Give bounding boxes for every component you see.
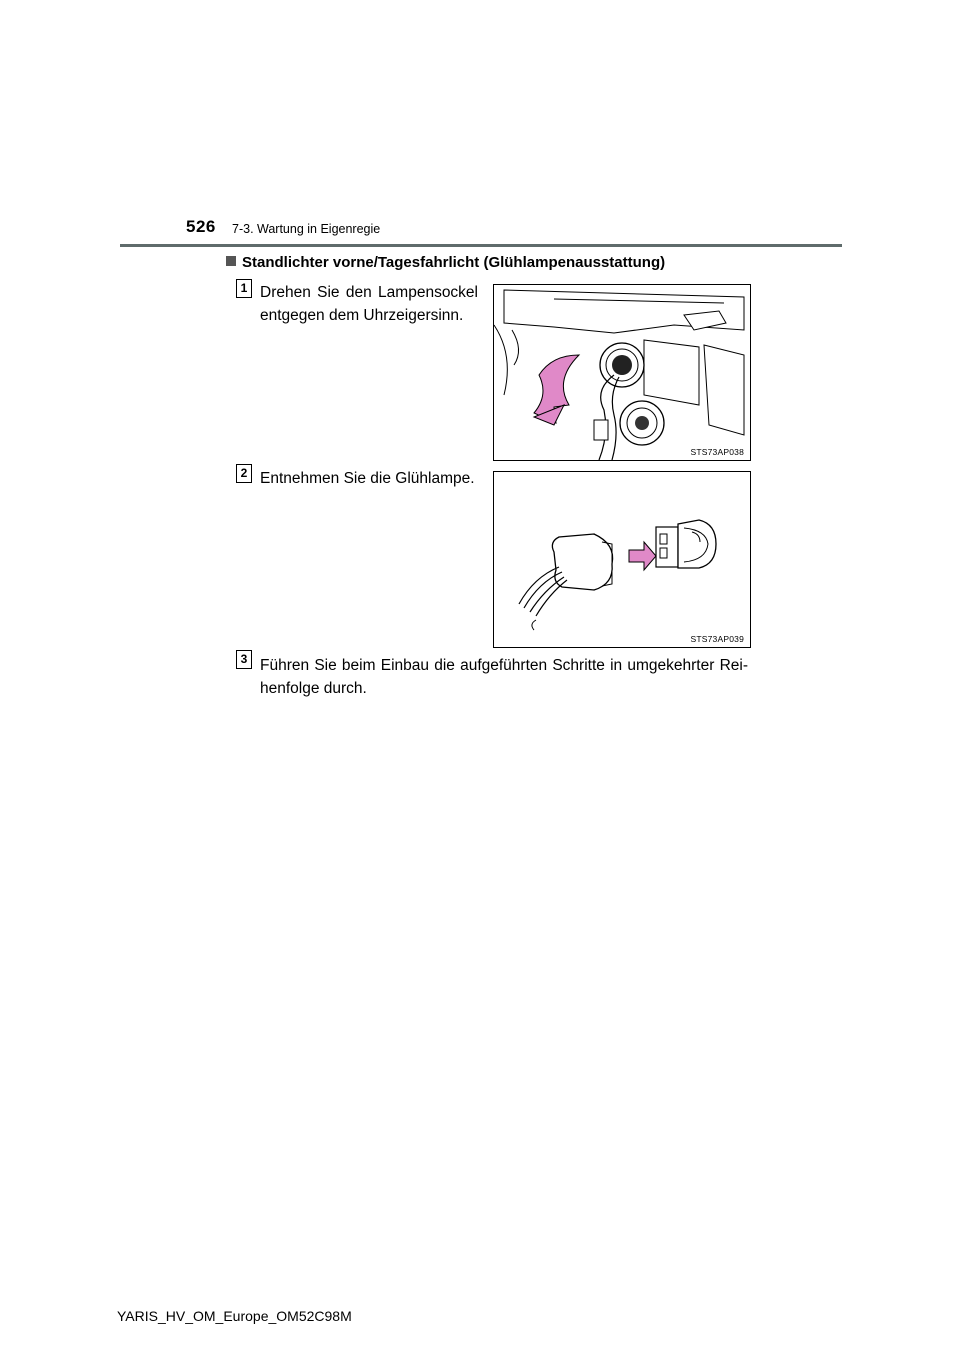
step-text-3: Führen Sie beim Einbau die aufgeführten Schritte in umgekehrter Rei-henfolge durch. (260, 657, 748, 697)
figure-code-1: STS73AP038 (690, 447, 744, 457)
step-text-1: Drehen Sie den Lampensockel entgegen dem Uhrzeigersinn. (260, 284, 478, 324)
figure-2 (493, 471, 751, 648)
subheading (226, 254, 665, 271)
figure-code-2: STS73AP039 (690, 634, 744, 644)
step-text-2: Entnehmen Sie die Glühlampe. (260, 470, 475, 487)
header-rule (120, 244, 842, 247)
lamp-socket-removal-illustration (494, 285, 750, 460)
bulb-removal-illustration (494, 472, 750, 647)
step-number-1: 1 (236, 279, 252, 298)
footer-document-id: YARIS_HV_OM_Europe_OM52C98M (117, 1308, 352, 1324)
figure-1 (493, 284, 751, 461)
subheading-text: Standlichter vorne/Tagesfahrlicht (Glühlampenausstattung) (242, 254, 666, 271)
page-number: 526 (186, 217, 216, 236)
square-bullet-icon (226, 256, 236, 266)
section-title: 7-3. Wartung in Eigenregie (232, 222, 381, 236)
step-number-2: 2 (236, 464, 252, 483)
step-number-3: 3 (236, 650, 252, 669)
